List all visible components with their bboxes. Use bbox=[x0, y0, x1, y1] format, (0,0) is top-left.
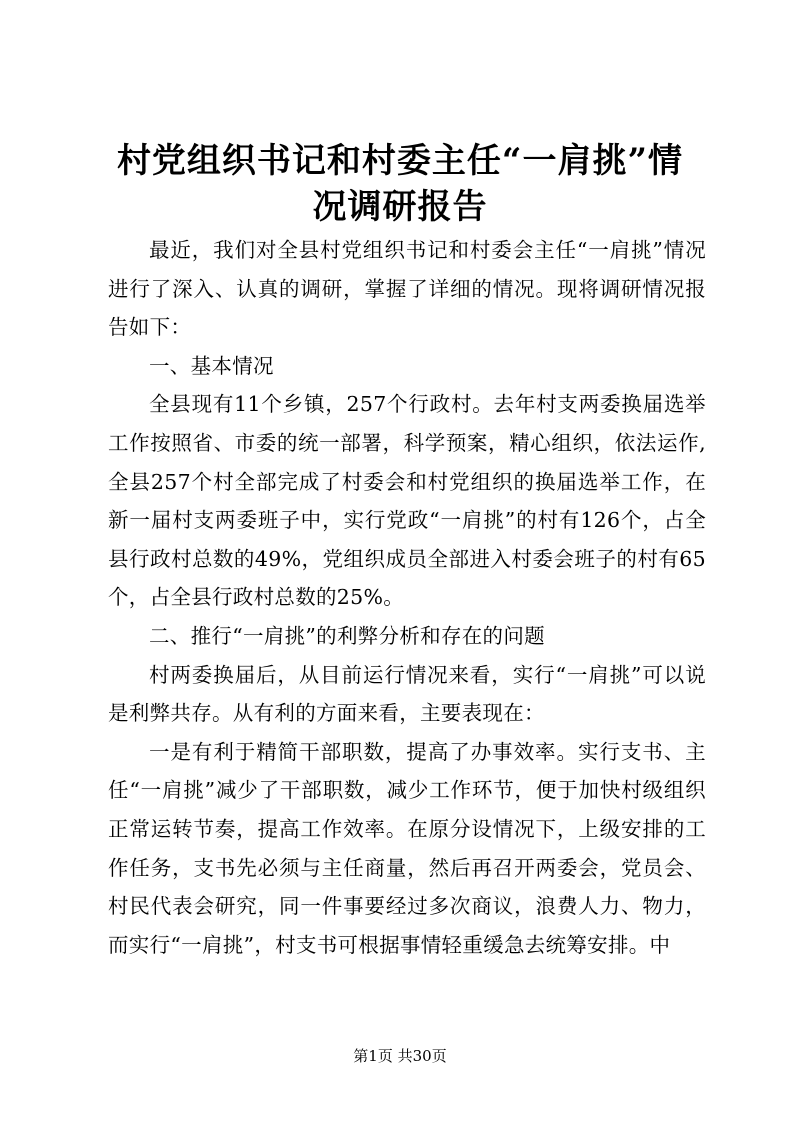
page-footer: 第1页 共30页 bbox=[353, 1047, 447, 1065]
paragraph-intro: 最近，我们对全县村党组织书记和村委会主任“一肩挑”情况进行了深入、认真的调研，掌握了详细的情况。现将调研情况报告如下： bbox=[108, 238, 706, 340]
document-title: 村党组织书记和村委主任“一肩挑”情况调研报告 bbox=[116, 141, 684, 227]
section-heading-analysis: 二、推行“一肩挑”的利弊分析和存在的问题 bbox=[149, 623, 545, 648]
section-heading-basic: 一、基本情况 bbox=[149, 353, 274, 378]
paragraph-basic-situation: 全县现有11个乡镇，257个行政村。去年村支两委换届选举工作按照省、市委的统一部署，科学预案，精心组织，依法运作,全县257个村全部完成了村委会和村党组织的换届选举工作，在新一届村支两委班子中，实行党政“一肩挑”的村有126个，占全县行政村总数的49%，党组织成员全部进入村委会班子的村有65个，占全县行政村总数的25%。 bbox=[108, 392, 706, 610]
document-body bbox=[108, 231, 706, 964]
paragraph-point-one: 一是有利于精简干部职数，提高了办事效率。实行支书、主任“一肩挑”减少了干部职数，减少工作环节，便于加快村级组织正常运转节奏，提高工作效率。在原分设情况下，上级安排的工作任务，支书先必须与主任商量，然后再召开两委会，党员会、村民代表会研究，同一件事要经过多次商议，浪费人力、物力，而实行“一肩挑”，村支书可根据事情轻重缓急去统筹安排。中 bbox=[108, 739, 706, 957]
paragraph-analysis-intro: 村两委换届后，从目前运行情况来看，实行“一肩挑”可以说是利弊共存。从有利的方面来看，主要表现在： bbox=[108, 662, 706, 726]
